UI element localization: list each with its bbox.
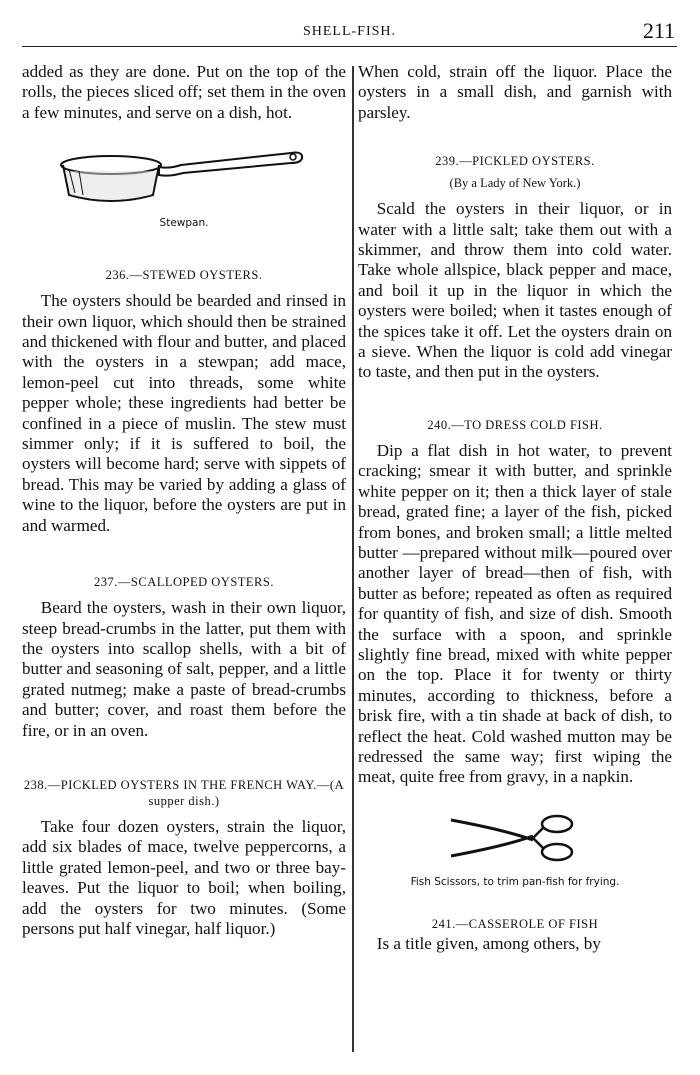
recipe-text: Take four dozen oysters, strain the liquor, add six blades of mace, twelve peppercorns, a little grated lemon-peel, and two or three bay-leaves. Put the liquor to boil; when boiling, add the oysters for two minutes. (Some persons put half vinegar, half liquor.)	[22, 816, 346, 938]
recipe-text: Is a title given, among others, by	[376, 933, 601, 953]
continued-paragraph: added as they are done. Put on the top of the rolls, the pieces sliced off; set them in the oven a few minutes, and serve on a dish, hot.	[22, 62, 346, 122]
recipe-subheading: (By a Lady of New York.)	[449, 176, 581, 191]
page-header	[22, 18, 677, 47]
recipe-text: Beard the oysters, wash in their own liquor, steep bread-crumbs in the latter, put them with the oysters into scallop shells, with a bit of butter and seasoning of salt, pepper, and a little grated nutmeg; make a paste of bread-crumbs and butter; cover, and roast them before the fire, or in an oven.	[22, 598, 346, 740]
recipe-heading: 239.—PICKLED OYSTERS.	[435, 154, 595, 169]
figure-caption: Stewpan.	[159, 217, 209, 230]
column-rule	[352, 66, 354, 1052]
stewpan-illustration	[59, 149, 309, 211]
recipe-heading: 241.—CASSEROLE OF FISH	[431, 916, 599, 931]
left-column	[22, 62, 346, 939]
recipe-text: Dip a flat dish in hot water, to prevent cracking; smear it with butter, and sprinkle white pepper on it; then a thick layer of stale bread, grated fine; a layer of the fish, picked from bones, and broken small; a little melted butter —prepared without milk—poured over another layer of bread—then of fish, with butter as before; repeated as often as required for quantity of fish, and size of dish. Smooth the surface with a spoon, and sprinkle slightly fine bread, mixed with white pepper on the top. Place it for twenty or thirty minutes, according to thickness, before a brisk fire, with a tin shade at back of dish, to reflect the heat. Cold washed mutton may be redressed the same way; first wiping the meat, quite free from gravy, in a napkin.	[358, 440, 672, 787]
recipe-heading: 237.—SCALLOPED OYSTERS.	[94, 575, 274, 590]
recipe-heading: 238.—PICKLED OYSTERS IN THE FRENCH WAY.—(A supper dish.)	[23, 777, 345, 808]
recipe-text: The oysters should be bearded and rinsed in their own liquor, which should then be strained and thickened with flour and butter, and placed with the oysters in a stewpan; add mace, lemon-peel cut into threads, some white pepper whole; these ingredients had better be confined in a piece of muslin. The stew must simmer only; if it is suffered to boil, the oysters will become hard; serve with sippets of bread. This may be varied by adding a glass of wine to the liquor, before the oysters are put in and warmed.	[22, 291, 346, 535]
right-column	[358, 62, 672, 954]
recipe-heading: 236.—STEWED OYSTERS.	[105, 268, 263, 283]
stewpan-figure	[22, 149, 346, 229]
running-head: SHELL-FISH.	[302, 24, 397, 39]
recipe-text: Scald the oysters in their liquor, or in water with a little salt; take them out with a skimmer, and throw them into cold water. Take whole allspice, black pepper and mace, and boil it up in the liquor in which the oysters were boiled; when it tastes enough of the spices take it off. Let the oysters drain on a sieve. When the liquor is cold add vinegar to taste, and then put in the oysters.	[358, 199, 672, 382]
figure-caption: Fish Scissors, to trim pan-fish for frying.	[410, 875, 620, 888]
fish-scissors-figure	[358, 810, 672, 888]
page-number: 211	[642, 18, 675, 43]
continued-paragraph: When cold, strain off the liquor. Place the oysters in a small dish, and garnish with parsley.	[358, 62, 672, 122]
recipe-heading: 240.—TO DRESS COLD FISH.	[427, 417, 603, 432]
fish-scissors-illustration	[445, 810, 585, 866]
